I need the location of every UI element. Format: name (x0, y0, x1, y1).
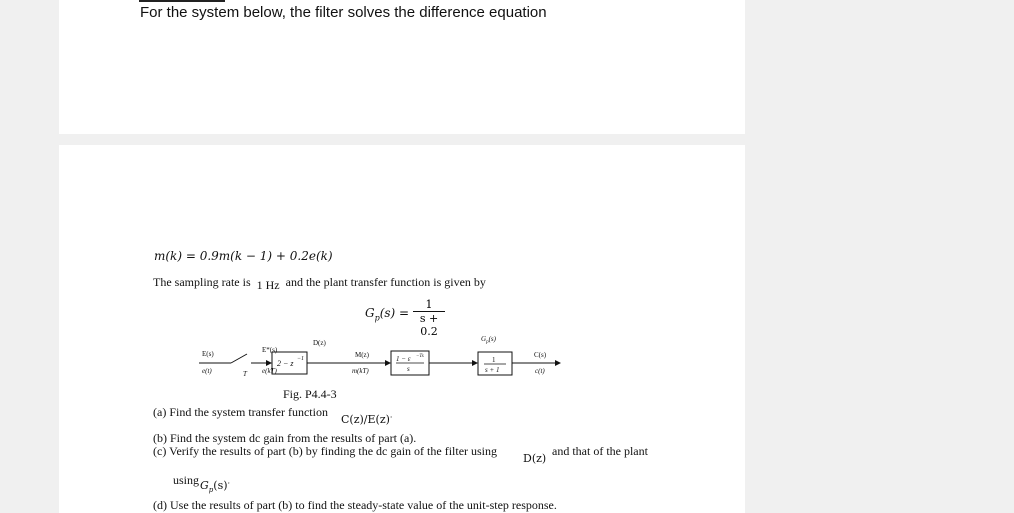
label-estar: E*(s) (262, 346, 278, 354)
plant-numerator: 1 (492, 356, 496, 364)
label-et: e(t) (202, 367, 212, 375)
part-a-expression: C(z)/E(z)· (341, 413, 393, 426)
intro-text: For the system below, the filter solves the difference equation (140, 4, 547, 21)
part-c-dz: D(z) (523, 452, 547, 465)
zoh-denominator: s (407, 365, 410, 373)
sampling-text: The sampling rate is 1 Hz and the plant transfer function is given by (153, 275, 486, 292)
sampling-rate: 1 Hz (256, 278, 280, 292)
document-page-2 (59, 145, 745, 513)
part-c-using: using (173, 473, 200, 487)
label-sampling-period: T (243, 370, 247, 378)
part-c-text: (c) Verify the results of part (b) by finding the dc gain of the filter using (153, 444, 498, 458)
filter-expression: 2 − z (277, 359, 294, 368)
part-c-gp: $G_p(s)^\cdot$ (200, 479, 231, 495)
sampler-switch (231, 354, 247, 363)
figure-caption: Fig. P4.4-3 (283, 387, 337, 401)
plant-transfer-function-lhs: $G_p(s)$ = (365, 306, 410, 323)
block-diagram (59, 325, 745, 385)
document-page-1 (59, 0, 745, 134)
plant-transfer-function-fraction: $\frac{1}{s + 0.2}$ (413, 298, 445, 338)
part-a-text: (a) Find the system transfer function (153, 405, 328, 419)
part-c-post: and that of the plant (552, 444, 648, 458)
filter-exponent: −1 (297, 356, 305, 362)
plant-denominator: s + 1 (485, 366, 500, 374)
label-mkt: m(kT) (352, 367, 369, 375)
label-gps: $G_p(s)$ (481, 335, 496, 345)
separator-line (139, 0, 225, 2)
label-ct: c(t) (535, 367, 545, 375)
difference-equation: m(k) = 0.9m(k − 1) + 0.2e(k) (154, 249, 333, 263)
label-es: E(s) (202, 350, 214, 358)
label-dz: D(z) (313, 339, 326, 347)
label-ekt: e(kT) (262, 367, 277, 375)
zoh-numerator: 1 − ε (396, 355, 411, 363)
part-b-text: (b) Find the system dc gain from the results of part (a). (153, 431, 417, 445)
label-cs: C(s) (534, 351, 547, 359)
label-mz: M(z) (355, 351, 369, 359)
zoh-exponent: −Ts (416, 354, 424, 359)
part-d-text: (d) Use the results of part (b) to find the steady-state value of the unit-step response. (153, 498, 557, 512)
